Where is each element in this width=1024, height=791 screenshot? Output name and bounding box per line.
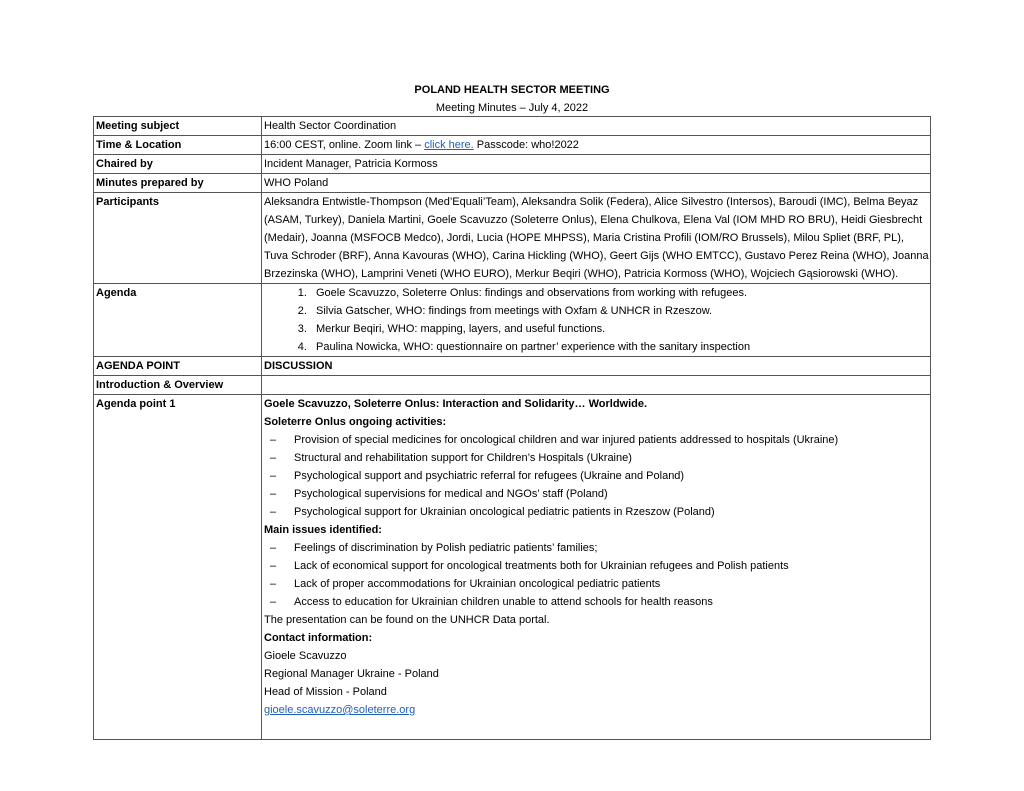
- document-title: POLAND HEALTH SECTOR MEETING: [414, 84, 610, 96]
- table-row: [94, 395, 931, 740]
- activities-heading: Soleterre Onlus ongoing activities:: [264, 416, 447, 428]
- agenda-point-1-content: [262, 395, 931, 740]
- zoom-link[interactable]: click here.: [424, 139, 474, 151]
- row-label: Meeting subject: [94, 117, 262, 136]
- contact-name: Gioele Scavuzzo: [264, 650, 347, 662]
- contact-role: Head of Mission - Poland: [264, 686, 387, 698]
- list-item: – Structural and rehabilitation support for Children’s Hospitals (Ukraine): [264, 449, 930, 467]
- list-item: – Psychological supervisions for medical and NGOs’ staff (Poland): [264, 485, 930, 503]
- participants-list: Aleksandra Entwistle-Thompson (Med’Equali’Team), Aleksandra Solik (Federa), Alice Silvestro (Intersos), Baroudi (IMC), Belma Beyaz (ASAM, Turkey), Daniela Martini, Goele Scavuzzo (Soleterre Onlus), Elena Chulkova, Elena Val (IOM MHD RO BRU), Heidi Giesbrecht (Medair), Joanna (MSFOCB Medco), Jordi, Lucia (HOPE MHPSS), Maria Cristina Profili (IOM/RO Brussels), Milou Spliet (BRF, PL), Tuva Schroder (BRF), Anna Kavouras (WHO), Carina Hickling (WHO), Geert Gijs (WHO EMTCC), Gustavo Perez Reina (WHO), Joanna Brzezinska (WHO), Lamprini Veneti (WHO EURO), Merkur Beqiri (WHO), Patricia Kormoss (WHO), Wojciech Gąsiorowski (WHO).: [262, 193, 931, 284]
- row-label: Agenda: [94, 284, 262, 357]
- table-row: [94, 193, 931, 284]
- table-row: [94, 284, 931, 357]
- column-heading-discussion: DISCUSSION: [262, 357, 931, 376]
- time-location-value: [262, 136, 931, 155]
- table-row: [94, 155, 931, 174]
- time-prefix: 16:00 CEST, online. Zoom link –: [264, 139, 425, 151]
- spacer: [264, 719, 930, 739]
- row-label: Minutes prepared by: [94, 174, 262, 193]
- table-row: [94, 376, 931, 395]
- presentation-note: The presentation can be found on the UNHCR Data portal.: [264, 614, 550, 626]
- table-row: [94, 174, 931, 193]
- row-value: Incident Manager, Patricia Kormoss: [262, 155, 931, 174]
- row-label: Participants: [94, 193, 262, 284]
- row-label: Chaired by: [94, 155, 262, 174]
- agenda-cell: [262, 284, 931, 357]
- row-label: Agenda point 1: [94, 395, 262, 740]
- minutes-table: [93, 116, 931, 740]
- contact-heading: Contact information:: [264, 632, 373, 644]
- row-value: WHO Poland: [262, 174, 931, 193]
- issues-list: [264, 539, 930, 611]
- row-value: [262, 376, 931, 395]
- list-item: – Access to education for Ukrainian children unable to attend schools for health reasons: [264, 593, 930, 611]
- table-row: [94, 136, 931, 155]
- list-item: – Feelings of discrimination by Polish pediatric patients’ families;: [264, 539, 930, 557]
- agenda-item: 3. Merkur Beqiri, WHO: mapping, layers, and useful functions.: [310, 320, 930, 338]
- passcode-text: Passcode: who!2022: [473, 139, 579, 151]
- list-item: – Psychological support for Ukrainian oncological pediatric patients in Rzeszow (Poland): [264, 503, 930, 521]
- row-label: Time & Location: [94, 136, 262, 155]
- list-item: – Lack of economical support for oncological treatments both for Ukrainian refugees and Polish patients: [264, 557, 930, 575]
- list-item: – Provision of special medicines for oncological children and war injured patients addressed to hospitals (Ukraine): [264, 431, 930, 449]
- activities-list: [264, 431, 930, 521]
- table-row: [94, 117, 931, 136]
- row-value: Health Sector Coordination: [262, 117, 931, 136]
- list-item: – Lack of proper accommodations for Ukrainian oncological pediatric patients: [264, 575, 930, 593]
- agenda-list: [264, 284, 930, 356]
- contact-email-link[interactable]: gioele.scavuzzo@soleterre.org: [264, 704, 416, 716]
- point-title: Goele Scavuzzo, Soleterre Onlus: Interaction and Solidarity… Worldwide.: [264, 398, 648, 410]
- row-label: Introduction & Overview: [94, 376, 262, 395]
- issues-heading: Main issues identified:: [264, 524, 382, 536]
- agenda-item: 2. Silvia Gatscher, WHO: findings from meetings with Oxfam & UNHCR in Rzeszow.: [310, 302, 930, 320]
- agenda-item: 4. Paulina Nowicka, WHO: questionnaire on partner’ experience with the sanitary inspection: [310, 338, 930, 356]
- document-subtitle: Meeting Minutes – July 4, 2022: [435, 102, 589, 114]
- column-heading-agenda-point: AGENDA POINT: [94, 357, 262, 376]
- table-row: [94, 357, 931, 376]
- list-item: – Psychological support and psychiatric referral for refugees (Ukraine and Poland): [264, 467, 930, 485]
- agenda-item: 1. Goele Scavuzzo, Soleterre Onlus: findings and observations from working with refugees.: [310, 284, 930, 302]
- contact-role: Regional Manager Ukraine - Poland: [264, 668, 439, 680]
